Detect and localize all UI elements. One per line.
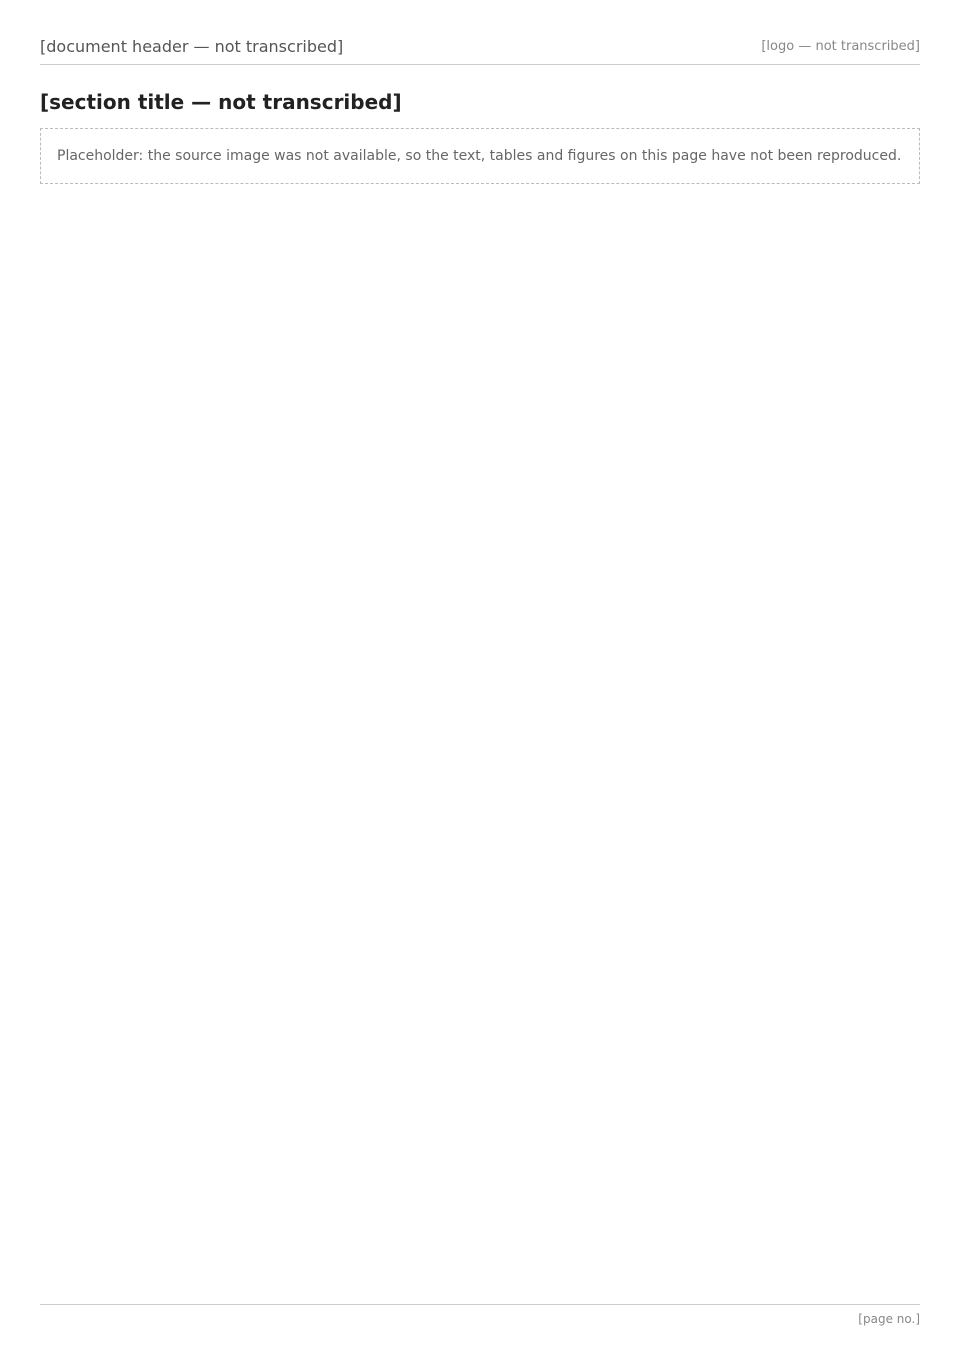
- page-header: [40, 28, 920, 65]
- page-number: [page no.]: [858, 1312, 920, 1326]
- content-placeholder: Placeholder: the source image was not available, so the text, tables and figures on this page have not been reproduced.: [40, 128, 920, 184]
- page-footer: [40, 1304, 920, 1333]
- header-logo: [logo — not transcribed]: [761, 38, 920, 54]
- section-title: [section title — not transcribed]: [40, 90, 402, 114]
- header-title: [document header — not transcribed]: [40, 36, 344, 56]
- page-body: [40, 90, 920, 184]
